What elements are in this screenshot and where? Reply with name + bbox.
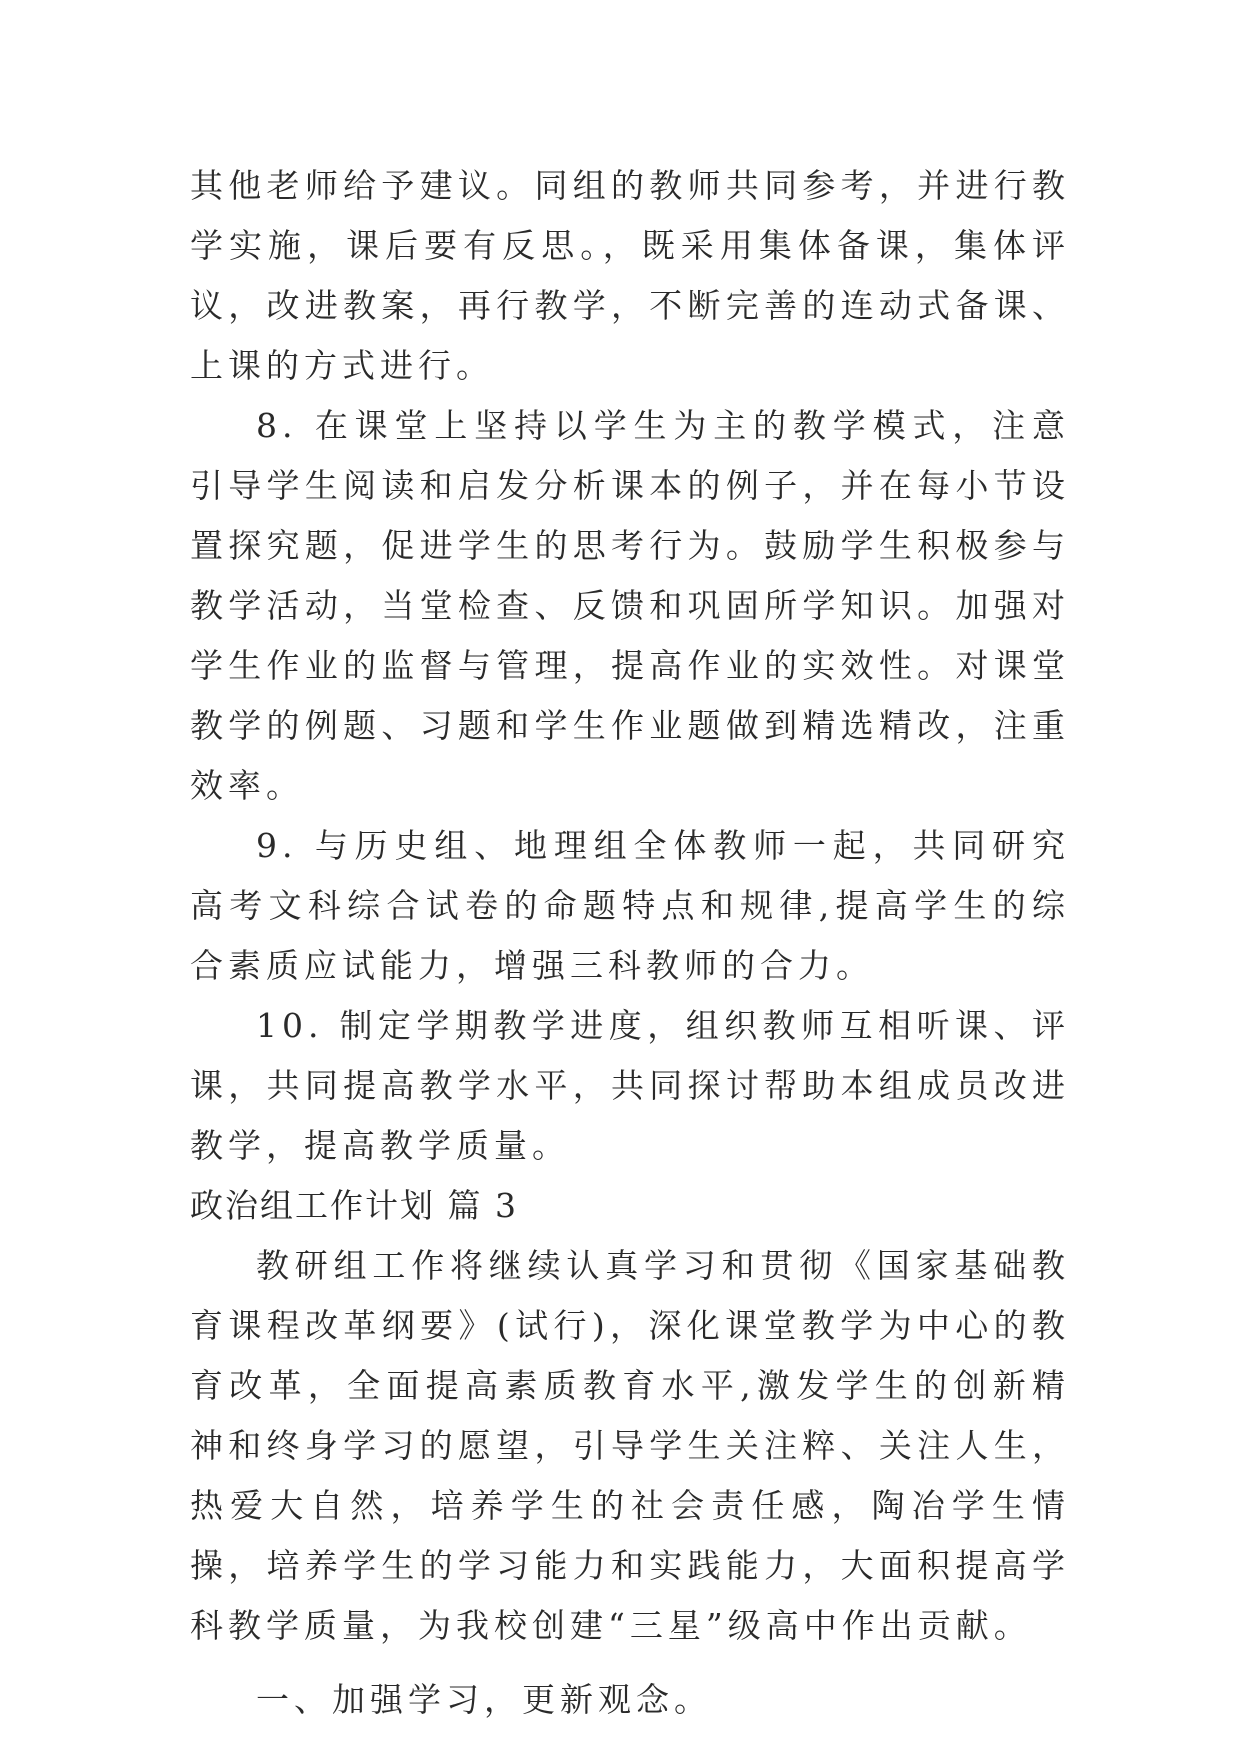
subsection-heading: 一、加强学习，更新观念。 xyxy=(256,1680,712,1719)
document-body xyxy=(190,156,1070,1730)
paragraph-continuation: 其他老师给予建议。同组的教师共同参考，并进行教学实施，课后要有反思。，既采用集体备课，集体评议，改进教案，再行教学，不断完善的连动式备课、上课的方式进行。 xyxy=(190,166,1070,385)
paragraph-item-9: 9. 与历史组、地理组全体教师一起，共同研究高考文科综合试卷的命题特点和规律,提高学生的综合素质应试能力，增强三科教师的合力。 xyxy=(190,826,1070,985)
section-intro-paragraph: 教研组工作将继续认真学习和贯彻《国家基础教育课程改革纲要》(试行)，深化课堂教学为中心的教育改革，全面提高素质教育水平,激发学生的创新精神和终身学习的愿望，引导学生关注粹、关注人生，热爱大自然，培养学生的社会责任感，陶冶学生情操，培养学生的学习能力和实践能力，大面积提高学科教学质量，为我校创建“三星”级高中作出贡献。 xyxy=(190,1246,1070,1645)
paragraph-item-8: 8. 在课堂上坚持以学生为主的教学模式，注意引导学生阅读和启发分析课本的例子，并在每小节设置探究题，促进学生的思考行为。鼓励学生积极参与教学活动，当堂检查、反馈和巩固所学知识。加强对学生作业的监督与管理，提高作业的实效性。对课堂教学的例题、习题和学生作业题做到精选精改，注重效率。 xyxy=(190,406,1070,805)
paragraph-item-10: 10. 制定学期教学进度，组织教师互相听课、评课，共同提高教学水平，共同探讨帮助本组成员改进教学，提高教学质量。 xyxy=(190,1006,1070,1165)
section-heading: 政治组工作计划 篇 3 xyxy=(190,1186,518,1225)
